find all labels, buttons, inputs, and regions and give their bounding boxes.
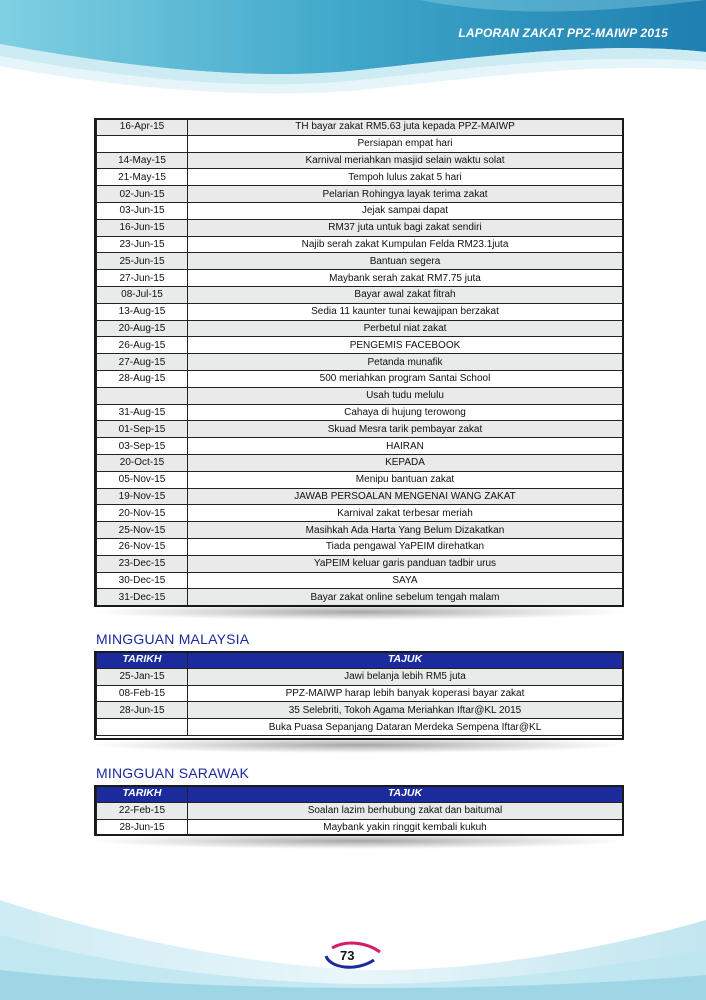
column-header-tajuk: TAJUK xyxy=(188,652,623,669)
date-cell xyxy=(97,719,188,736)
date-cell: 25-Jun-15 xyxy=(97,253,188,270)
headline-cell: PENGEMIS FACEBOOK xyxy=(188,337,623,354)
table-row xyxy=(97,421,623,438)
date-cell: 28-Jun-15 xyxy=(97,702,188,719)
headline-cell: Najib serah zakat Kumpulan Felda RM23.1juta xyxy=(188,236,623,253)
table-row xyxy=(97,219,623,236)
news-table-1 xyxy=(96,118,623,606)
headline-cell: Usah tudu melulu xyxy=(188,387,623,404)
headline-cell: Maybank yakin ringgit kembali kukuh xyxy=(188,819,623,836)
column-header-tajuk: TAJUK xyxy=(188,786,623,803)
date-cell: 28-Aug-15 xyxy=(97,370,188,387)
date-cell: 23-Jun-15 xyxy=(97,236,188,253)
table-row xyxy=(97,438,623,455)
headline-cell: Karnival zakat terbesar meriah xyxy=(188,505,623,522)
table-row xyxy=(97,152,623,169)
table-row xyxy=(97,488,623,505)
table-row xyxy=(97,169,623,186)
headline-cell: YaPEIM keluar garis panduan tadbir urus xyxy=(188,555,623,572)
date-cell: 20-Nov-15 xyxy=(97,505,188,522)
header-title: LAPORAN ZAKAT PPZ-MAIWP 2015 xyxy=(458,26,668,40)
table-3-shadow xyxy=(96,833,622,849)
date-cell: 27-Aug-15 xyxy=(97,354,188,371)
headline-cell: RM37 juta untuk bagi zakat sendiri xyxy=(188,219,623,236)
table-row xyxy=(97,387,623,404)
table-row xyxy=(97,668,623,685)
table-row xyxy=(97,522,623,539)
date-cell: 20-Aug-15 xyxy=(97,320,188,337)
table-row xyxy=(97,119,623,136)
headline-cell: Bayar zakat online sebelum tengah malam xyxy=(188,589,623,606)
date-cell: 03-Jun-15 xyxy=(97,202,188,219)
headline-cell: Skuad Mesra tarik pembayar zakat xyxy=(188,421,623,438)
date-cell: 31-Dec-15 xyxy=(97,589,188,606)
column-header-tarikh: TARIKH xyxy=(97,652,188,669)
table-row xyxy=(97,538,623,555)
headline-cell: 35 Selebriti, Tokoh Agama Meriahkan Iftar@KL 2015 xyxy=(188,702,623,719)
headline-cell: Perbetul niat zakat xyxy=(188,320,623,337)
headline-cell: Jejak sampai dapat xyxy=(188,202,623,219)
table-row xyxy=(97,253,623,270)
header-banner xyxy=(0,0,706,110)
headline-cell: Sedia 11 kaunter tunai kewajipan berzakat xyxy=(188,303,623,320)
table-row xyxy=(97,719,623,736)
date-cell: 02-Jun-15 xyxy=(97,186,188,203)
table-row xyxy=(97,135,623,152)
headline-cell: Bantuan segera xyxy=(188,253,623,270)
date-cell: 26-Aug-15 xyxy=(97,337,188,354)
date-cell: 26-Nov-15 xyxy=(97,538,188,555)
date-cell: 31-Aug-15 xyxy=(97,404,188,421)
headline-cell: Petanda munafik xyxy=(188,354,623,371)
table-row xyxy=(97,320,623,337)
date-cell: 22-Feb-15 xyxy=(97,802,188,819)
table-row xyxy=(97,572,623,589)
date-cell: 23-Dec-15 xyxy=(97,555,188,572)
news-table-mingguan-malaysia xyxy=(96,651,623,736)
date-cell: 28-Jun-15 xyxy=(97,819,188,836)
date-cell: 13-Aug-15 xyxy=(97,303,188,320)
headline-cell: PPZ-MAIWP harap lebih banyak koperasi bayar zakat xyxy=(188,685,623,702)
table-row xyxy=(97,404,623,421)
section-title-mingguan-malaysia: MINGGUAN MALAYSIA xyxy=(96,631,250,647)
table-row xyxy=(97,236,623,253)
table-row xyxy=(97,202,623,219)
headline-cell: Tempoh lulus zakat 5 hari xyxy=(188,169,623,186)
date-cell: 01-Sep-15 xyxy=(97,421,188,438)
date-cell: 20-Oct-15 xyxy=(97,454,188,471)
date-cell: 14-May-15 xyxy=(97,152,188,169)
date-cell xyxy=(97,387,188,404)
headline-cell: Masihkah Ada Harta Yang Belum Dizakatkan xyxy=(188,522,623,539)
news-table-mingguan-sarawak xyxy=(96,785,623,836)
date-cell: 05-Nov-15 xyxy=(97,471,188,488)
date-cell: 08-Jul-15 xyxy=(97,286,188,303)
headline-cell: Soalan lazim berhubung zakat dan baitumal xyxy=(188,802,623,819)
table-row xyxy=(97,702,623,719)
headline-cell: Menipu bantuan zakat xyxy=(188,471,623,488)
table-row xyxy=(97,354,623,371)
headline-cell: 500 meriahkan program Santai School xyxy=(188,370,623,387)
column-header-tarikh: TARIKH xyxy=(97,786,188,803)
headline-cell: Persiapan empat hari xyxy=(188,135,623,152)
headline-cell: Karnival meriahkan masjid selain waktu solat xyxy=(188,152,623,169)
section-title-mingguan-sarawak: MINGGUAN SARAWAK xyxy=(96,765,250,781)
table-2-shadow xyxy=(96,737,622,753)
date-cell: 30-Dec-15 xyxy=(97,572,188,589)
table-1-shadow xyxy=(96,604,622,620)
table-row xyxy=(97,471,623,488)
table-row xyxy=(97,186,623,203)
table-row xyxy=(97,286,623,303)
date-cell: 27-Jun-15 xyxy=(97,270,188,287)
headline-cell: JAWAB PERSOALAN MENGENAI WANG ZAKAT xyxy=(188,488,623,505)
table-row xyxy=(97,337,623,354)
table-row xyxy=(97,802,623,819)
table-row xyxy=(97,270,623,287)
headline-cell: KEPADA xyxy=(188,454,623,471)
headline-cell: HAIRAN xyxy=(188,438,623,455)
table-row xyxy=(97,303,623,320)
date-cell: 25-Jan-15 xyxy=(97,668,188,685)
date-cell: 25-Nov-15 xyxy=(97,522,188,539)
date-cell: 08-Feb-15 xyxy=(97,685,188,702)
date-cell: 16-Apr-15 xyxy=(97,119,188,136)
date-cell xyxy=(97,135,188,152)
date-cell: 19-Nov-15 xyxy=(97,488,188,505)
table-row xyxy=(97,454,623,471)
date-cell: 16-Jun-15 xyxy=(97,219,188,236)
date-cell: 21-May-15 xyxy=(97,169,188,186)
headline-cell: SAYA xyxy=(188,572,623,589)
table-row xyxy=(97,555,623,572)
headline-cell: Bayar awal zakat fitrah xyxy=(188,286,623,303)
headline-cell: Cahaya di hujung terowong xyxy=(188,404,623,421)
table-row xyxy=(97,370,623,387)
table-row xyxy=(97,685,623,702)
headline-cell: Maybank serah zakat RM7.75 juta xyxy=(188,270,623,287)
table-row xyxy=(97,505,623,522)
date-cell: 03-Sep-15 xyxy=(97,438,188,455)
page-number: 73 xyxy=(340,948,355,963)
headline-cell: Pelarian Rohingya layak terima zakat xyxy=(188,186,623,203)
headline-cell: Tiada pengawal YaPEIM direhatkan xyxy=(188,538,623,555)
headline-cell: TH bayar zakat RM5.63 juta kepada PPZ-MAIWP xyxy=(188,119,623,136)
headline-cell: Buka Puasa Sepanjang Dataran Merdeka Sempena Iftar@KL xyxy=(188,719,623,736)
headline-cell: Jawi belanja lebih RM5 juta xyxy=(188,668,623,685)
